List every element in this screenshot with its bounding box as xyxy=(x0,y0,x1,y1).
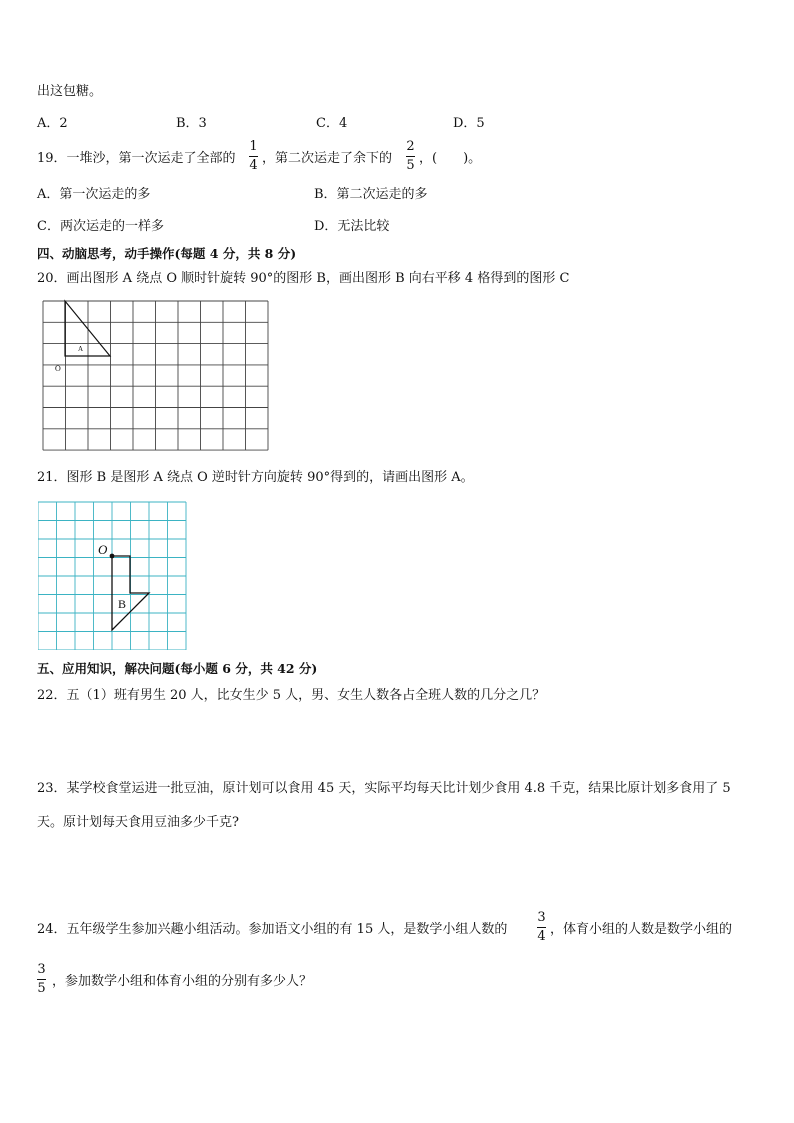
section-4-heading: 四、动脑思考，动手操作(每题 4 分，共 8 分) xyxy=(37,246,297,261)
q19-fraction-2-num: 2 xyxy=(406,139,415,154)
q21-label-o: O xyxy=(98,542,108,557)
q19-text-a: 19．一堆沙，第一次运走了全部的 xyxy=(37,151,236,166)
q23-line-2: 天。原计划每天食用豆油多少千克? xyxy=(37,815,239,830)
q24-text-a: 24．五年级学生参加兴趣小组活动。参加语文小组的有 15 人，是数学小组人数的 xyxy=(37,922,508,937)
q18-option-d: D．5 xyxy=(453,116,485,131)
q24-text-b: ，体育小组的人数是数学小组的 xyxy=(550,922,733,937)
q18-option-c: C．4 xyxy=(316,116,348,131)
q20-text: 20．画出图形 A 绕点 O 顺时针旋转 90°的图形 B，画出图形 B 向右平移 4 格得到的图形 C xyxy=(37,271,570,286)
q20-grid-figure xyxy=(40,296,270,456)
q24-text-c: ，参加数学小组和体育小组的分别有多少人？ xyxy=(52,974,313,989)
q19-text-b: ，第二次运走了余下的 xyxy=(262,151,393,166)
q19-option-c: C．两次运走的一样多 xyxy=(37,219,164,234)
q22-text: 22．五（1）班有男生 20 人，比女生少 5 人，男、女生人数各占全班人数的几分之几？ xyxy=(37,688,546,703)
q19-fraction-2 xyxy=(406,140,415,172)
section-5-heading: 五、应用知识，解决问题(每小题 6 分，共 42 分) xyxy=(37,661,318,676)
q24-fraction-1-num: 3 xyxy=(537,910,546,925)
q23-line-1: 23．某学校食堂运进一批豆油，原计划可以食用 45 天，实际平均每天比计划少食用 4.8 千克，结果比原计划多食用了 5 xyxy=(37,781,731,796)
q18-option-b: B．3 xyxy=(176,116,207,131)
q24-fraction-2 xyxy=(37,963,46,995)
q19-fraction-2-den: 5 xyxy=(406,157,415,173)
q24-fraction-2-den: 5 xyxy=(37,980,46,996)
q19-fraction-1-den: 4 xyxy=(249,157,258,173)
q21-grid-figure xyxy=(38,500,188,650)
q20-label-o: O xyxy=(55,364,61,373)
q19-fraction-1 xyxy=(249,140,258,172)
q24-fraction-1 xyxy=(537,911,546,943)
q18-text-tail: 出这包糖。 xyxy=(37,84,103,99)
q24-fraction-1-den: 4 xyxy=(537,928,546,944)
q24-fraction-2-num: 3 xyxy=(37,962,46,977)
q19-option-a: A．第一次运走的多 xyxy=(37,187,151,202)
q20-label-a: A xyxy=(78,345,84,353)
q19-fraction-1-num: 1 xyxy=(249,139,258,154)
q21-label-b: B xyxy=(118,597,127,611)
q19-option-b: B．第二次运走的多 xyxy=(314,187,428,202)
q21-point-o xyxy=(110,554,115,559)
q20-triangle-a xyxy=(65,301,110,356)
q19-option-d: D．无法比较 xyxy=(314,219,390,234)
q19-text-c: ，( )。 xyxy=(419,151,482,166)
q18-option-a: A．2 xyxy=(37,116,68,131)
q21-text: 21．图形 B 是图形 A 绕点 O 逆时针方向旋转 90°得到的，请画出图形 A。 xyxy=(37,470,474,485)
